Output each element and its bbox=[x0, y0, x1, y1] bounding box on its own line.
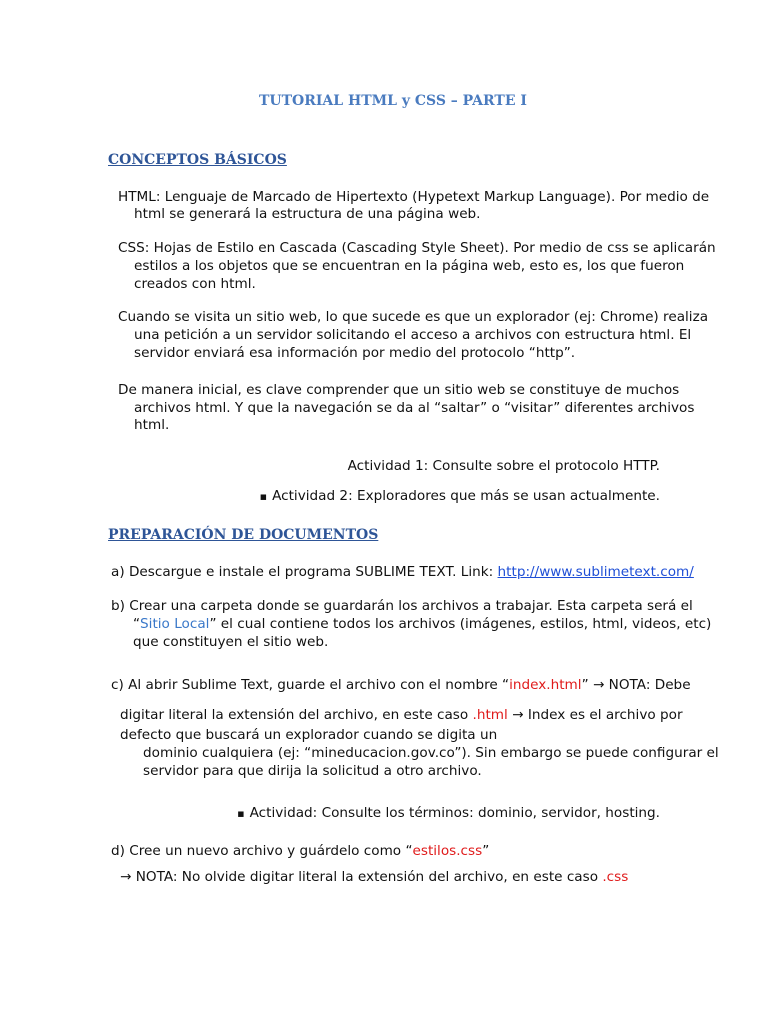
step-b: b) Crear una carpeta donde se guardarán los archivos a trabajar. Esta carpeta será el bbox=[111, 598, 693, 614]
step-d-line2: → NOTA: No olvide digitar literal la extensión del archivo, en este caso .css bbox=[120, 869, 629, 885]
list-item-continuation: html se generará la estructura de una página web. bbox=[134, 206, 481, 222]
list-item-continuation: servidor enviará esa información por medio del protocolo “http”. bbox=[134, 345, 576, 361]
step-c-line2: digitar literal la extensión del archivo, en este caso .html → Index es el archivo por bbox=[120, 707, 683, 723]
sublimetext-link[interactable]: http://www.sublimetext.com/ bbox=[497, 564, 694, 580]
step-b-line2: “Sitio Local” el cual contiene todos los archivos (imágenes, estilos, html, videos, etc) bbox=[133, 616, 712, 632]
square-bullet-icon: ▪ bbox=[237, 807, 245, 820]
list-item-continuation: html. bbox=[134, 417, 170, 433]
list-item-continuation: una petición a un servidor solicitando el acceso a archivos con estructura html. El bbox=[134, 327, 692, 343]
page-title: TUTORIAL HTML y CSS – PARTE I bbox=[259, 93, 527, 109]
activity-3: ▪ Actividad: Consulte los términos: dominio, servidor, hosting. bbox=[237, 805, 660, 821]
square-bullet-icon: ▪ bbox=[259, 490, 268, 503]
step-c: c) Al abrir Sublime Text, guarde el archivo con el nombre “index.html” → NOTA: Debe bbox=[111, 677, 691, 693]
step-c-line4: dominio cualquiera (ej: “mineducacion.gov.co”). Sin embargo se puede configurar el bbox=[143, 745, 719, 761]
section-heading-preparacion: PREPARACIÓN DE DOCUMENTOS bbox=[108, 527, 379, 543]
list-item: Cuando se visita un sitio web, lo que sucede es que un explorador (ej: Chrome) realiza bbox=[118, 309, 709, 325]
highlight-index-html: index.html bbox=[509, 677, 582, 693]
step-d: d) Cree un nuevo archivo y guárdelo como “estilos.css” bbox=[111, 843, 490, 859]
step-c-line5: servidor para que dirija la solicitud a otro archivo. bbox=[143, 763, 482, 779]
list-item-continuation: creados con html. bbox=[134, 276, 256, 292]
highlight-sitio-local: Sitio Local bbox=[140, 616, 210, 632]
list-item: De manera inicial, es clave comprender que un sitio web se constituye de muchos bbox=[118, 382, 680, 398]
highlight-estilos-css: estilos.css bbox=[412, 843, 483, 859]
step-b-line3: que constituyen el sitio web. bbox=[133, 634, 329, 650]
highlight-html-ext: .html bbox=[472, 707, 508, 723]
step-c-line3: defecto que buscará un explorador cuando se digita un bbox=[120, 727, 498, 743]
highlight-css-ext: .css bbox=[602, 869, 629, 885]
section-heading-conceptos: CONCEPTOS BÁSICOS bbox=[108, 152, 287, 168]
list-item: HTML: Lenguaje de Marcado de Hipertexto (Hypetext Markup Language). Por medio de bbox=[118, 189, 710, 205]
activity-1: Actividad 1: Consulte sobre el protocolo HTTP. bbox=[347, 458, 660, 474]
list-item: CSS: Hojas de Estilo en Cascada (Cascading Style Sheet). Por medio de css se aplicarán bbox=[118, 240, 716, 256]
list-item-continuation: archivos html. Y que la navegación se da al “saltar” o “visitar” diferentes archivos bbox=[134, 400, 695, 416]
list-item-continuation: estilos a los objetos que se encuentran en la página web, esto es, los que fueron bbox=[134, 258, 685, 274]
activity-2: ▪ Actividad 2: Exploradores que más se usan actualmente. bbox=[259, 488, 660, 504]
step-a: a) Descargue e instale el programa SUBLIME TEXT. Link: http://www.sublimetext.com/ bbox=[111, 564, 694, 580]
